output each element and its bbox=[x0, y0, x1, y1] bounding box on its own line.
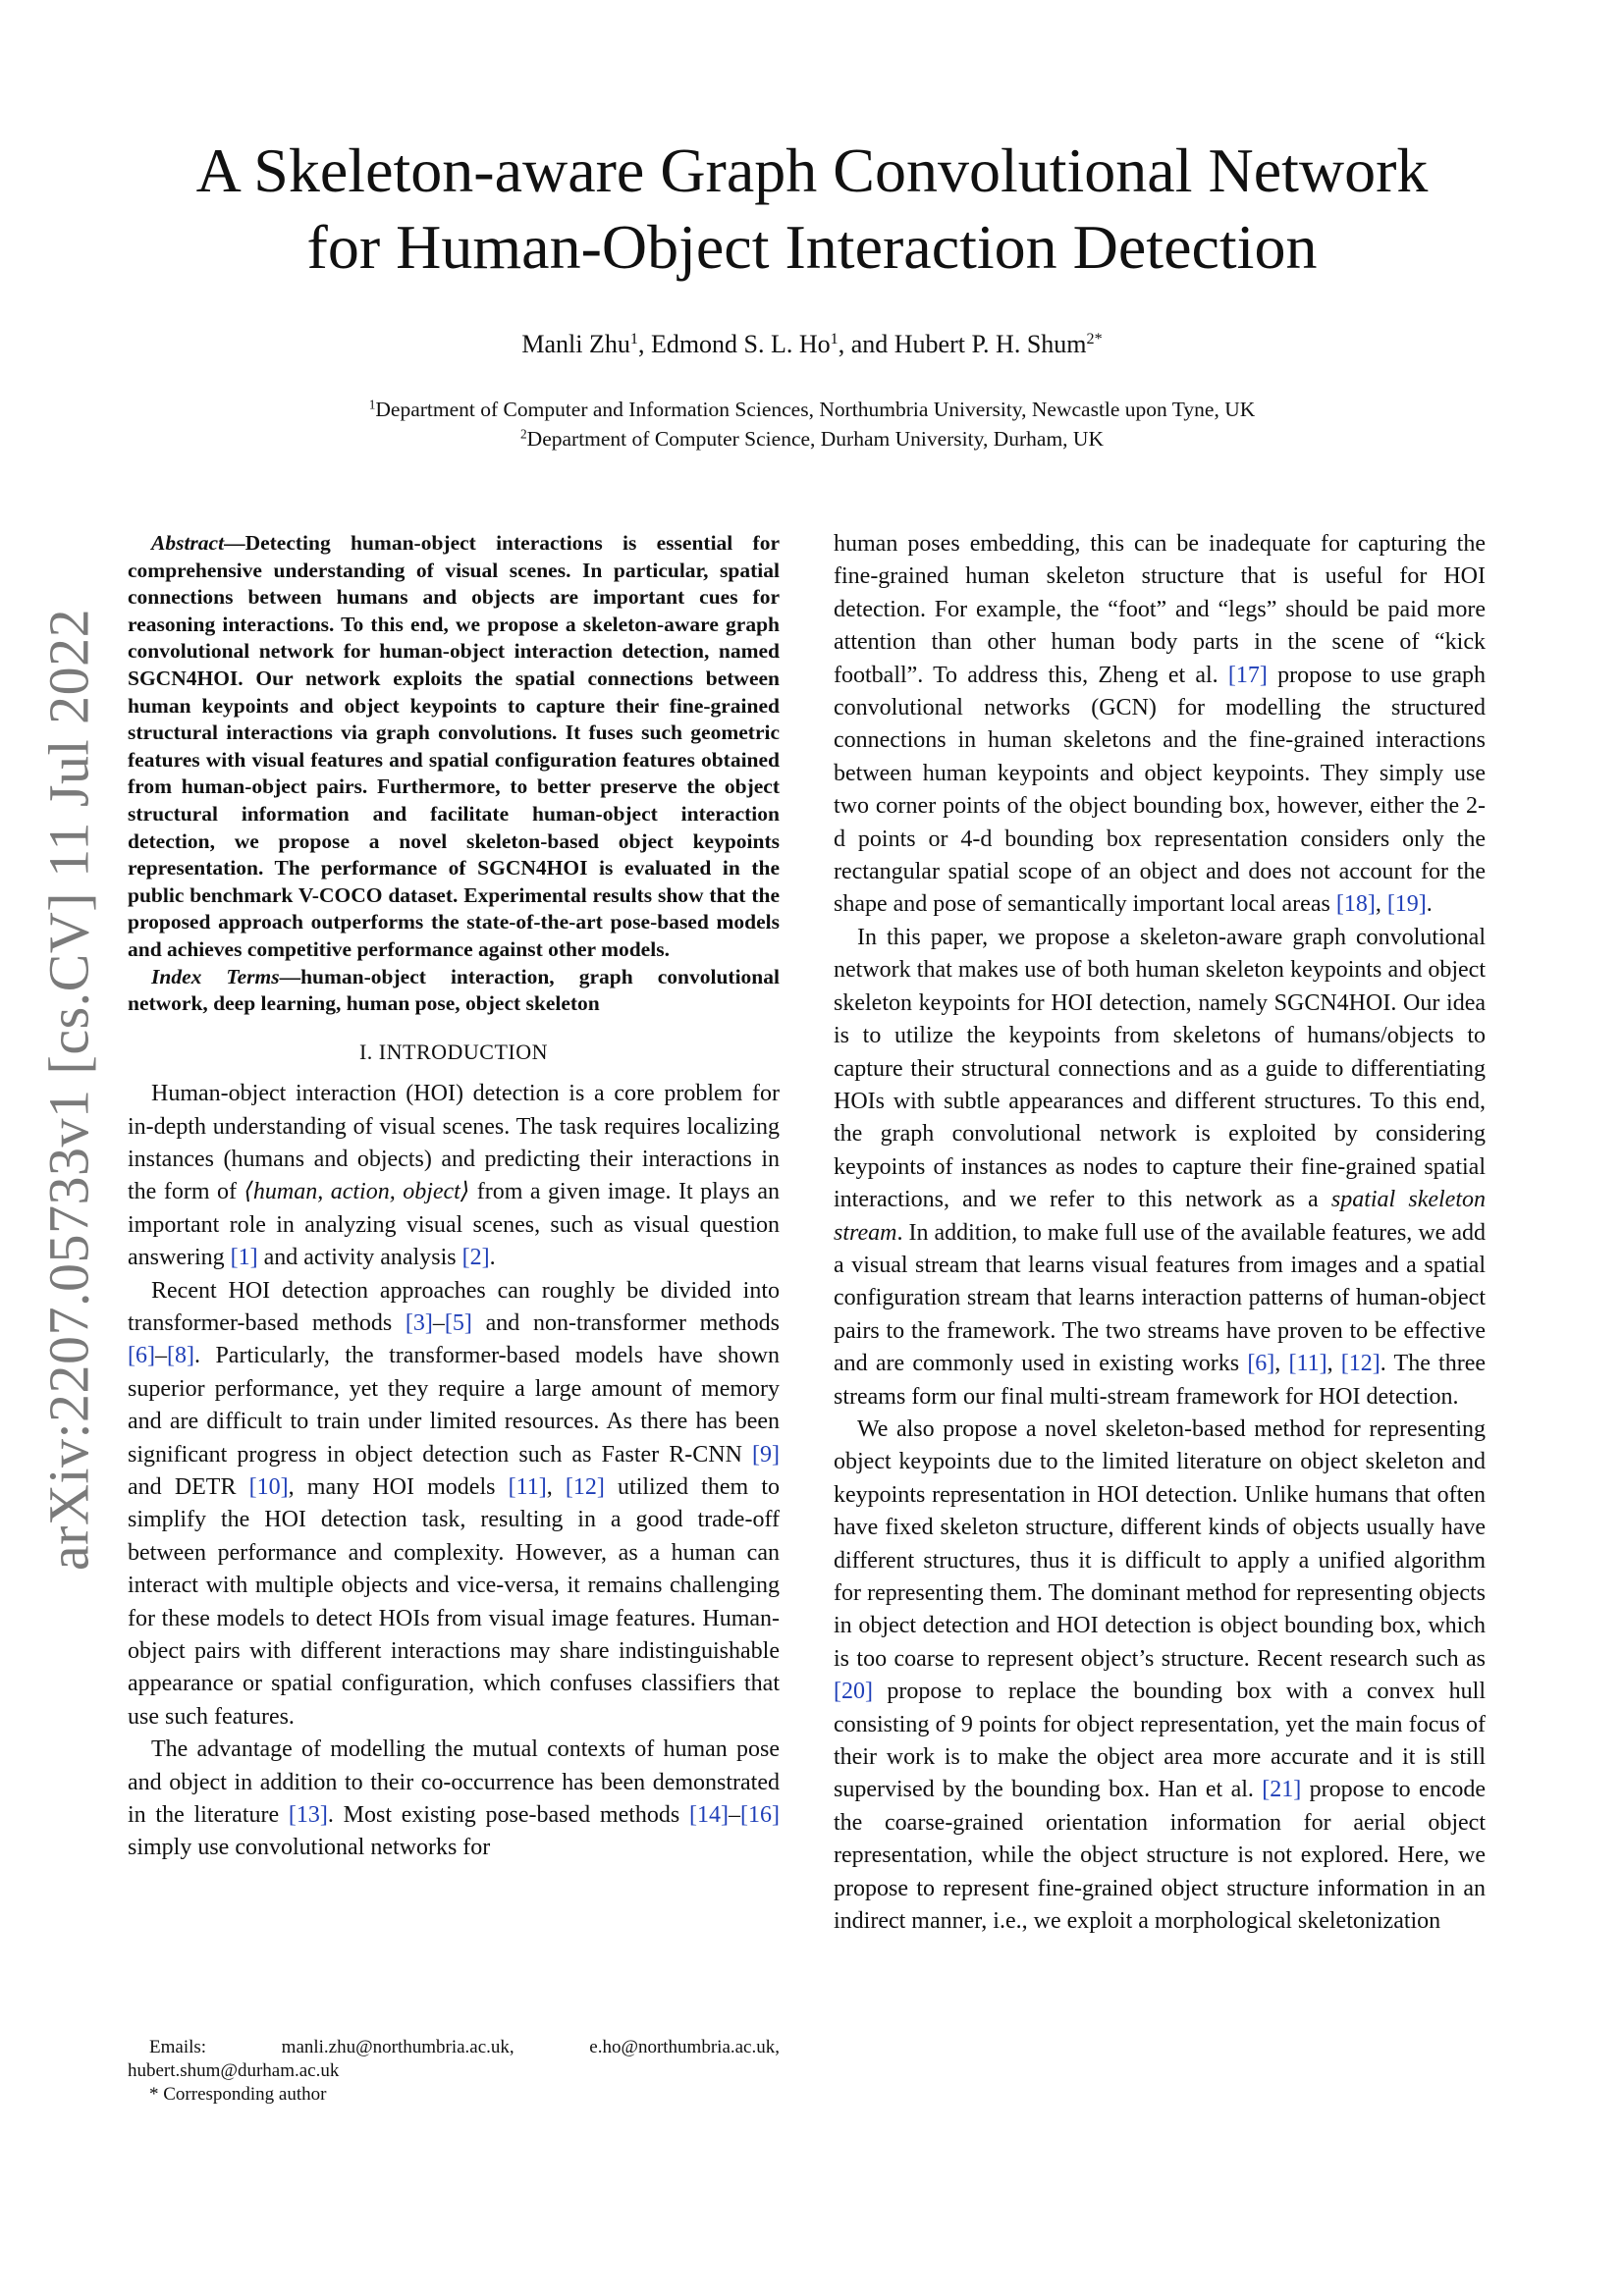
author-name: , Edmond S. L. Ho bbox=[637, 330, 831, 358]
paragraph-text: . In addition, to make full use of the available features, we add a visual stream that learns visual features from images and a spatial configuration stream that learns interaction patterns of human-object pairs to the framework. The two streams have proven to be effective and are commonly used in existing works bbox=[834, 1219, 1486, 1377]
paragraph-text: Recent HOI detection approaches can roughly be divided into transformer-based methods bbox=[128, 1277, 780, 1336]
paragraph-text: – bbox=[432, 1309, 445, 1336]
section-heading: I. INTRODUCTION bbox=[358, 1039, 549, 1064]
intro-paragraph-1 bbox=[128, 1078, 780, 1274]
affiliation-mark: 1 bbox=[368, 397, 376, 412]
paragraph-text: , bbox=[1274, 1351, 1289, 1377]
author-affil-mark: 1 bbox=[830, 331, 839, 348]
affiliation-2 bbox=[0, 424, 1624, 454]
paragraph-text: . Particularly, the transformer-based models have shown superior performance, yet they require a large amount of memory and are difficult to train under limited resources. As there has been significant progress in object detection such as Faster R-CNN bbox=[128, 1343, 780, 1468]
citation-link[interactable]: [2] bbox=[461, 1245, 490, 1271]
paragraph-text: The advantage of modelling the mutual contexts of human pose and object in addition to their co-occurrence has been demonstrated in the literature bbox=[128, 1736, 780, 1829]
citation-link[interactable]: [11] bbox=[1288, 1351, 1327, 1377]
citation-link[interactable]: [20] bbox=[834, 1679, 873, 1705]
paragraph-text: and DETR bbox=[128, 1473, 249, 1500]
intro-paragraph-6 bbox=[834, 1414, 1486, 1939]
affiliation-text: Department of Computer and Information Sciences, Northumbria University, Newcastle upon Tyne, UK bbox=[375, 398, 1256, 421]
abstract-body: —Detecting human-object interactions is essential for comprehensive understanding of visual scenes. In particular, spatial connections between humans and objects are important cues for reasoning interactions. To this end, we propose a skeleton-aware graph convolutional network for human-object interaction detection, named SGCN4HOI. Our network exploits the spatial connections between human keypoints and object keypoints to capture their fine-grained structural interactions via graph convolutions. It fuses such geometric features with visual features and spatial configuration features obtained from human-object pairs. Furthermore, to better preserve the object structural information and facilitate human-object interaction detection, we propose a novel skeleton-based object keypoints representation. The performance of SGCN4HOI is evaluated in the public benchmark V-COCO dataset. Experimental results show that the proposed approach outperforms the state-of-the-art pose-based models and achieves competitive performance against other models. bbox=[128, 531, 780, 961]
paragraph-text: , bbox=[546, 1473, 566, 1500]
paragraph-text: In this paper, we propose a skeleton-aware graph convolutional network that makes use of both human skeleton keypoints and object skeleton keypoints for HOI detection, namely SGCN4HOI. Our idea is to utilize the keypoints from skeletons of humans/objects to capture their structural connections and as a guide to differentiating HOIs with subtle appearances and different structures. To this end, the graph convolutional network is exploited by considering keypoints of instances as nodes to capture their fine-grained spatial interactions, and we refer to this network as a bbox=[834, 924, 1486, 1213]
citation-link[interactable]: [8] bbox=[166, 1343, 194, 1369]
author-name: , and Hubert P. H. Shum bbox=[838, 330, 1087, 358]
abstract-label: Abstract bbox=[151, 531, 225, 555]
index-terms-label: Index Terms bbox=[151, 964, 280, 988]
paragraph-text: , bbox=[1326, 1351, 1341, 1377]
citation-link[interactable]: [6] bbox=[1247, 1351, 1275, 1377]
paragraph-text: propose to use graph convolutional networks (GCN) for modelling the structured connections in human skeletons and the fine-grained interactions between human keypoints and object keypoints. They simply use two corner points of the object bounding box, however, either the 2-d points or 4-d bounding box representation considers only the rectangular spatial scope of an object and does not account for the shape and pose of semantically important local areas bbox=[834, 662, 1486, 918]
paragraph-text: . bbox=[489, 1245, 496, 1271]
paragraph-text: . Most existing pose-based methods bbox=[327, 1802, 690, 1829]
paragraph-text: propose to replace the bounding box with a convex hull consisting of 9 points for object representation, yet the main focus of their work is to make the object area more accurate and it is still supervised by the bounding box. Han et al. bbox=[834, 1679, 1486, 1803]
affiliation-mark: 2 bbox=[520, 426, 527, 442]
citation-link[interactable]: [13] bbox=[288, 1802, 328, 1829]
citation-link[interactable]: [14] bbox=[689, 1802, 730, 1829]
affiliation-1 bbox=[0, 395, 1624, 424]
citation-link[interactable]: [18] bbox=[1335, 891, 1376, 918]
emphasis-term: spatial skeleton stream bbox=[834, 1187, 1487, 1246]
paragraph-text: . The three streams form our final multi-stream framework for HOI detection. bbox=[834, 1351, 1487, 1410]
footnote-emails: Emails: manli.zhu@northumbria.ac.uk, e.ho@northumbria.ac.uk, hubert.shum@durham.ac.uk bbox=[128, 2037, 780, 2081]
citation-link[interactable]: [19] bbox=[1386, 891, 1427, 918]
citation-link[interactable]: [5] bbox=[444, 1309, 472, 1336]
paragraph-text: and activity analysis bbox=[257, 1245, 462, 1271]
paragraph-text: We also propose a novel skeleton-based method for representing object keypoints due to the limited literature on object skeleton and keypoints representation in HOI detection. Unlike humans that often have fixed skeleton structure, different kinds of objects usually have different structures, thus it is difficult to apply a unified algorithm for representing them. The dominant method for representing objects in object detection and HOI detection is object bounding box, which is too coarse to represent object’s structure. Recent research such as bbox=[834, 1415, 1486, 1672]
left-column bbox=[128, 530, 780, 1865]
paragraph-text: utilized them to simplify the HOI detection task, resulting in a good trade-off between performance and complexity. However, as a human can interact with multiple objects and vice-versa, it remains challenging for these models to detect HOIs from visual image features. Human-object pairs with different interactions may share indistinguishable appearance or spatial configuration, which confuses classifiers that use such features. bbox=[128, 1473, 781, 1730]
right-column bbox=[834, 528, 1486, 1938]
intro-paragraph-3 bbox=[128, 1734, 780, 1865]
citation-link[interactable]: [9] bbox=[752, 1441, 780, 1468]
author-list bbox=[0, 329, 1624, 360]
author-affil-mark: 1 bbox=[629, 331, 638, 348]
affiliations bbox=[0, 395, 1624, 454]
footnote-corresponding: * Corresponding author bbox=[149, 2084, 327, 2105]
citation-link[interactable]: [21] bbox=[1262, 1777, 1302, 1803]
intro-paragraph-4 bbox=[834, 528, 1486, 922]
citation-link[interactable]: [10] bbox=[248, 1473, 289, 1500]
title-line-2: for Human-Object Interaction Detection bbox=[306, 212, 1318, 282]
intro-paragraph-2 bbox=[128, 1275, 780, 1735]
citation-link[interactable]: [16] bbox=[740, 1802, 780, 1829]
citation-link[interactable]: [1] bbox=[230, 1245, 258, 1271]
citation-link[interactable]: [12] bbox=[1340, 1351, 1380, 1377]
citation-link[interactable]: [17] bbox=[1227, 662, 1268, 688]
citation-link[interactable]: [3] bbox=[405, 1309, 433, 1336]
index-terms-body: —human-object interaction, graph convolutional network, deep learning, human pose, object skeleton bbox=[128, 964, 780, 1016]
paragraph-text: and non-transformer methods bbox=[471, 1309, 780, 1336]
paragraph-text: . bbox=[1426, 891, 1433, 918]
citation-link[interactable]: [12] bbox=[565, 1473, 605, 1500]
paragraph-text: human poses embedding, this can be inadequate for capturing the fine-grained human skeleton structure that is useful for HOI detection. For example, the “foot” and “legs” should be paid more attention than other human body parts in the scene of “kick football”. To address this, Zheng et al. bbox=[834, 531, 1486, 688]
author-affil-mark: 2* bbox=[1086, 331, 1103, 348]
paragraph-text: – bbox=[729, 1802, 741, 1829]
affiliation-text: Department of Computer Science, Durham University, Durham, UK bbox=[526, 427, 1104, 451]
paper-title bbox=[0, 133, 1624, 286]
abstract bbox=[128, 530, 780, 964]
citation-link[interactable]: [6] bbox=[128, 1343, 155, 1369]
paragraph-text: propose to encode the coarse-grained orientation information for aerial object representation, while the object structure is not explored. Here, we propose to represent fine-grained object structure information in an indirect manner, i.e., we exploit a morphological skeletonization bbox=[834, 1777, 1487, 1935]
paragraph-text: Human-object interaction (HOI) detection is a core problem for in-depth understanding of visual scenes. The task requires localizing instances (humans and objects) and predicting their interactions in the form of bbox=[128, 1081, 780, 1205]
intro-paragraph-5 bbox=[834, 922, 1486, 1414]
arxiv-identifier: arXiv:2207.05733v1 [cs.CV] 11 Jul 2022 bbox=[36, 608, 101, 1572]
footnote bbox=[128, 2036, 780, 2107]
author-name: Manli Zhu bbox=[521, 330, 630, 358]
paragraph-text: from a given image. It plays an important role in analyzing visual scenes, such as visual question answering bbox=[128, 1179, 780, 1271]
index-terms bbox=[128, 964, 780, 1018]
paragraph-text: , many HOI models bbox=[288, 1473, 509, 1500]
arxiv-sidebar bbox=[20, 608, 118, 1572]
title-line-1: A Skeleton-aware Graph Convolutional Network bbox=[195, 135, 1429, 205]
citation-link[interactable]: [11] bbox=[508, 1473, 547, 1500]
paragraph-text: , bbox=[1375, 891, 1387, 918]
paragraph-text: simply use convolutional networks for bbox=[128, 1835, 491, 1861]
hoi-triplet-math: ⟨human, action, object⟩ bbox=[244, 1179, 470, 1205]
paragraph-text: – bbox=[154, 1343, 167, 1369]
